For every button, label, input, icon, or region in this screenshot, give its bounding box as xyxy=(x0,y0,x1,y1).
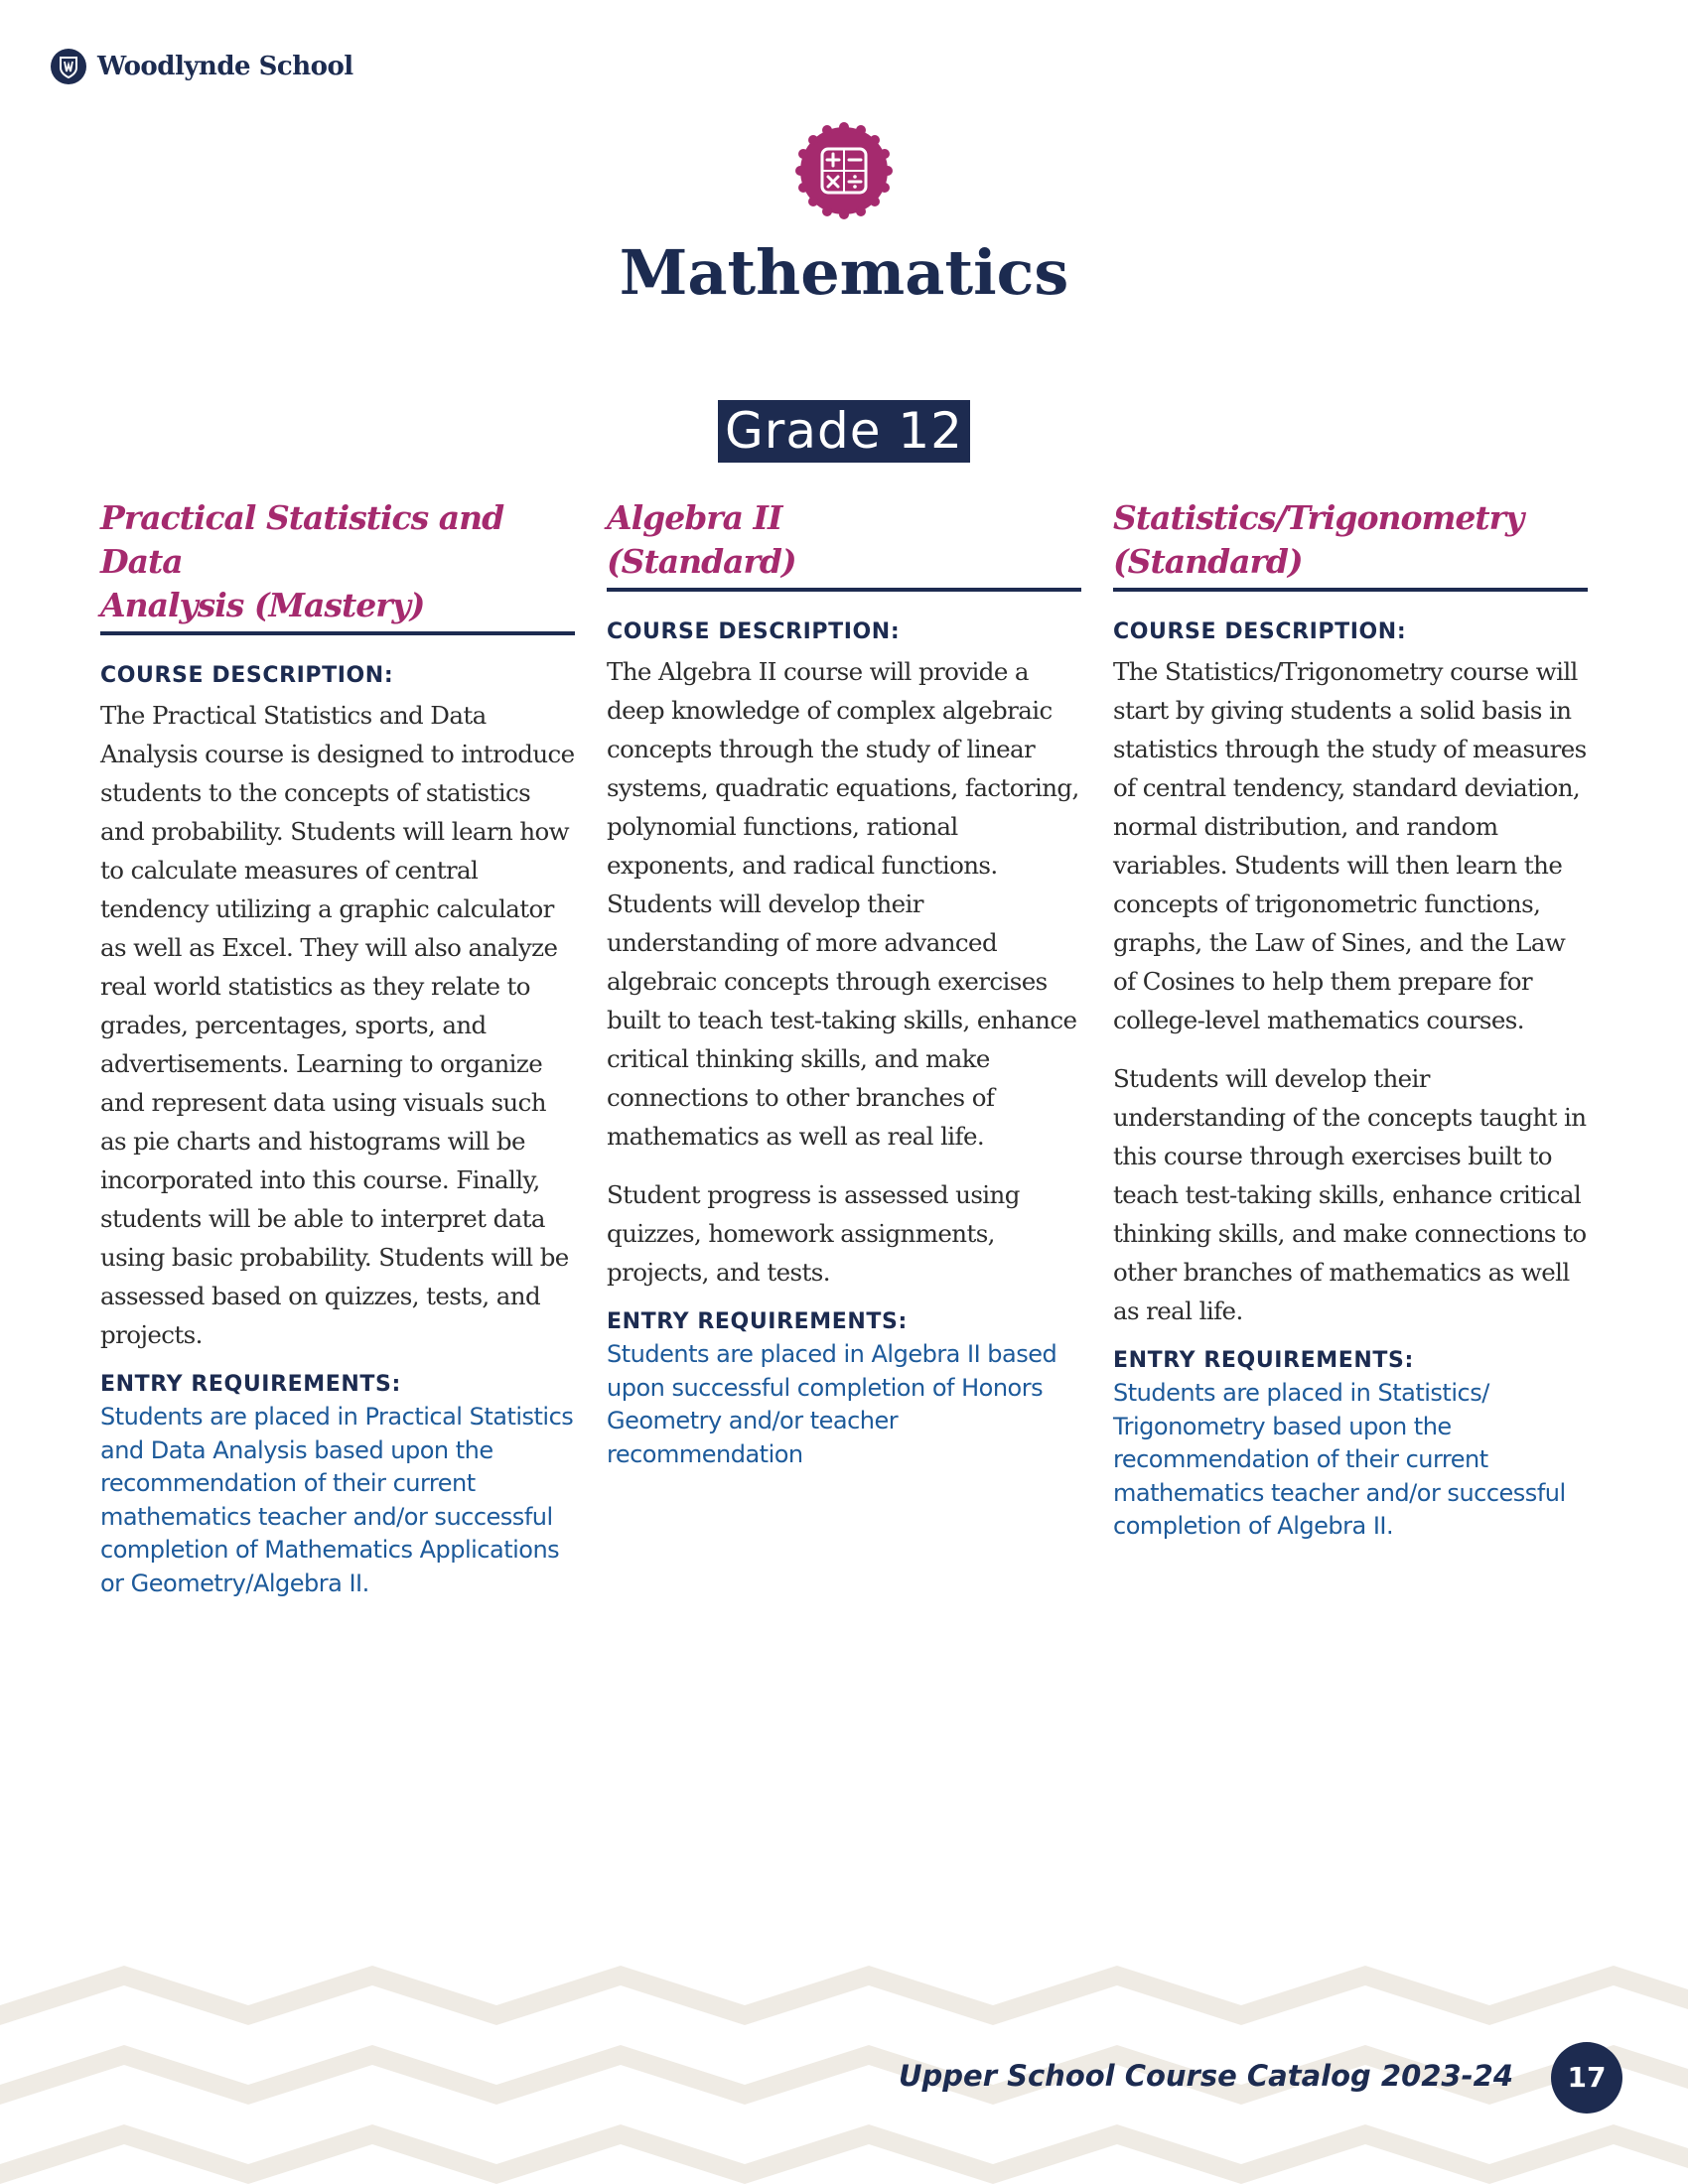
school-name: Woodlynde School xyxy=(97,52,353,81)
course-card-practical-statistics xyxy=(100,496,575,1600)
entry-requirements-label: ENTRY REQUIREMENTS: xyxy=(607,1309,908,1334)
page-number: 17 xyxy=(1551,2042,1622,2114)
course-description: The Practical Statistics and Data Analysis course is designed to introduce students to the concepts of statistics and probability. Students will learn how to calculate measures of central tendency utilizing a graphic calculator as well as Excel. They will also analyze real world statistics as they relate to grades, percentages, sports, and advertisements. Learning to organize and represent data using visuals such as pie charts and histograms will be incorporated into this course. Finally, students will be able to interpret data using basic probability. Students will be assessed based on quizzes, tests, and projects. xyxy=(100,701,575,1349)
course-description-label: COURSE DESCRIPTION: xyxy=(1113,619,1407,644)
calculator-icon xyxy=(792,119,896,222)
entry-requirements: Students are placed in Algebra II based upon successful completion of Honors Geometry and/or teacher recommendation xyxy=(607,1340,1057,1468)
page-title: Mathematics xyxy=(619,236,1069,309)
course-title-line-2: Analysis (Mastery) xyxy=(100,586,425,624)
entry-requirements-label: ENTRY REQUIREMENTS: xyxy=(1113,1348,1414,1373)
course-title xyxy=(607,496,1081,592)
course-title-line-1: Practical Statistics and Data xyxy=(100,498,504,581)
course-description-label: COURSE DESCRIPTION: xyxy=(607,619,901,644)
course-title xyxy=(1113,496,1588,592)
course-description-skills: Students will develop their understanding of the concepts taught in this course through exercises built to teach test-taking skills, enhance critical thinking skills, and make connections to other branches of mathematics as well as real life. xyxy=(1113,1064,1587,1325)
course-title-line-1: Statistics/Trigonometry xyxy=(1113,498,1524,537)
course-description-label: COURSE DESCRIPTION: xyxy=(100,663,394,688)
entry-requirements: Students are placed in Statistics/ Trigonometry based upon the recommendation of their current mathematics teacher and/or successful completion of Algebra II. xyxy=(1113,1379,1566,1540)
course-title-line-2: (Standard) xyxy=(1113,542,1303,581)
course-title-line-2: (Standard) xyxy=(607,542,796,581)
course-title-line-1: Algebra II xyxy=(607,498,782,537)
shield-logo-icon xyxy=(50,48,87,85)
course-card-algebra-ii xyxy=(607,496,1081,1471)
course-description-assessment: Student progress is assessed using quizzes, homework assignments, projects, and tests. xyxy=(607,1180,1020,1287)
entry-requirements-label: ENTRY REQUIREMENTS: xyxy=(100,1372,401,1397)
entry-requirements: Students are placed in Practical Statistics and Data Analysis based upon the recommendation of their current mathematics teacher and/or successful completion of Mathematics Applications or Geometry/Algebra II. xyxy=(100,1403,574,1597)
grade-badge: Grade 12 xyxy=(718,400,970,463)
course-description: The Algebra II course will provide a deep knowledge of complex algebraic concepts through the study of linear systems, quadratic equations, factoring, polynomial functions, rational exponents, and radical functions. Students will develop their understanding of more advanced algebraic concepts through exercises built to teach test-taking skills, enhance critical thinking skills, and make connections to other branches of mathematics as well as real life. xyxy=(607,657,1079,1151)
course-title xyxy=(100,496,575,635)
course-description: The Statistics/Trigonometry course will start by giving students a solid basis in statistics through the study of measures of central tendency, standard deviation, normal distribution, and random variables. Students will then learn the concepts of trigonometric functions, graphs, the Law of Sines, and the Law of Cosines to help them prepare for college-level mathematics courses. xyxy=(1113,657,1587,1034)
catalog-title: Upper School Course Catalog 2023-24 xyxy=(898,2059,1513,2093)
course-card-statistics-trigonometry xyxy=(1113,496,1588,1544)
school-logo[interactable] xyxy=(50,48,353,85)
